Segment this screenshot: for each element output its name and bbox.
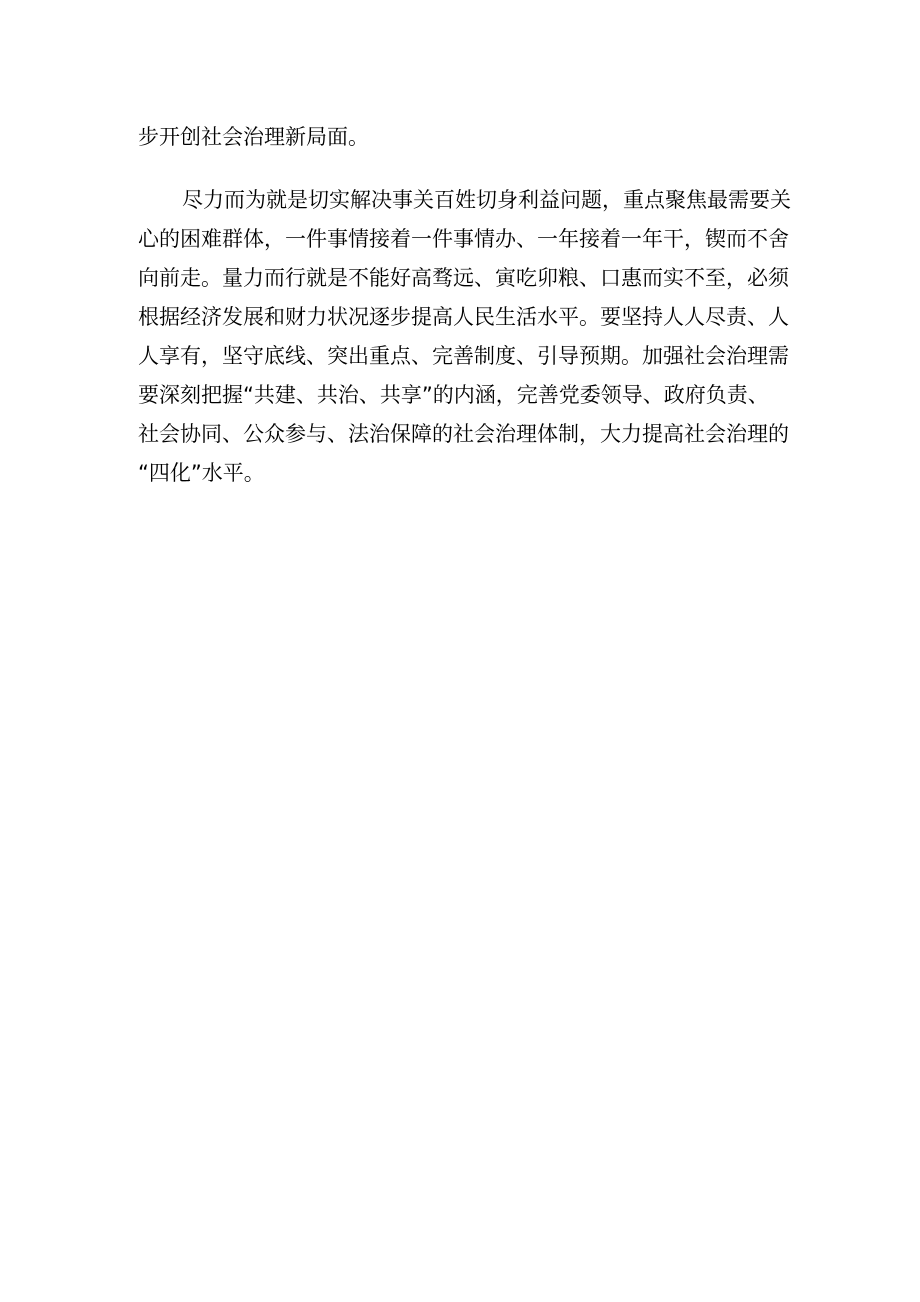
paragraph-1 [138,118,798,157]
text-line: 步开创社会治理新局面。 [138,125,369,149]
text-line: 人享有，坚守底线、突出重点、完善制度、引导预期。加强社会治理需 [138,344,789,368]
paragraph-spacer [138,157,798,181]
text-line: 要深刻把握“共建、共治、共享”的内涵，完善党委领导、政府负责、 [138,383,769,407]
paragraph-2 [138,181,798,493]
text-line: 向前走。量力而行就是不能好高骛远、寅吃卯粮、口惠而实不至，必须 [138,266,789,290]
text-line: 根据经济发展和财力状况逐步提高人民生活水平。要坚持人人尽责、人 [138,305,789,329]
text-line: “四化”水平。 [138,461,265,485]
text-line: 尽力而为就是切实解决事关百姓切身利益问题，重点聚焦最需要关 [182,188,791,212]
body-text [138,118,798,493]
text-line: 心的困难群体，一件事情接着一件事情办、一年接着一年干，锲而不舍 [138,227,789,251]
text-line: 社会协同、公众参与、法治保障的社会治理体制，大力提高社会治理的 [138,422,789,446]
